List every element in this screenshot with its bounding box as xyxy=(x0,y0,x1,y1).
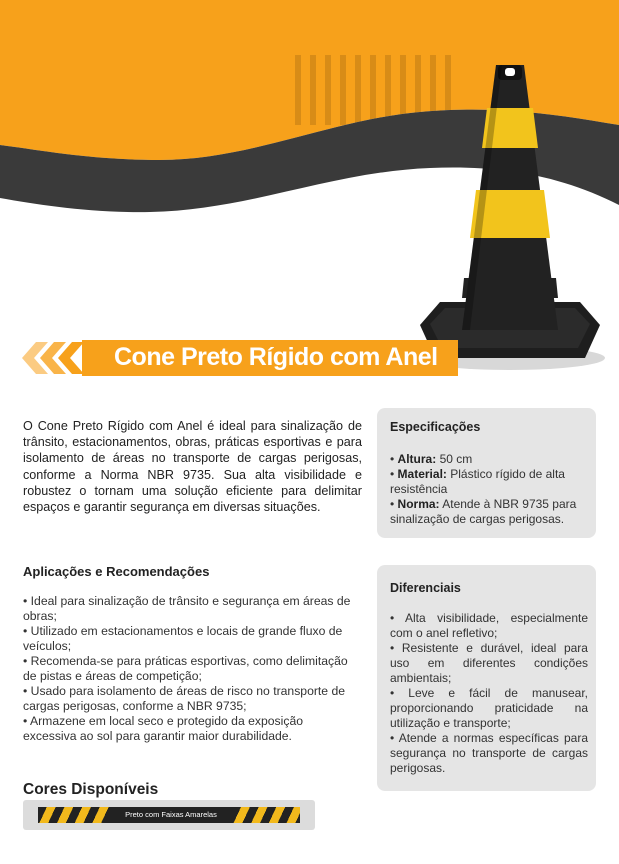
list-item: • Utilizado em estacionamentos e locais de grande fluxo de veículos; xyxy=(23,624,343,653)
spec-label: Norma: xyxy=(397,497,440,511)
list-item: • Resistente e durável, ideal para uso em diferentes condições ambientais; xyxy=(390,641,588,685)
chevron-arrows-icon xyxy=(22,340,88,376)
list-item: • Ideal para sinalização de trânsito e segurança em áreas de obras; xyxy=(23,594,351,623)
list-item: • Armazene em local seco e protegido da exposição excessiva ao sol para garantir maior durabilidade. xyxy=(23,714,304,743)
specifications-title: Especificações xyxy=(390,420,481,434)
specifications-card xyxy=(377,408,596,538)
differentials-title: Diferenciais xyxy=(390,581,461,595)
spec-item: • Altura: 50 cm xyxy=(390,452,473,466)
color-swatch-box xyxy=(23,800,315,830)
spec-item: • Norma: Atende à NBR 9735 para sinalização de cargas perigosas. xyxy=(390,497,577,526)
intro-paragraph: O Cone Preto Rígido com Anel é ideal para sinalização de trânsito, estacionamentos, obras, práticas esportivas e para isolamento de áreas no transporte de cargas perigosas, conforme a Norma NBR 9735. Sua alta visibilidade e robustez o tornam uma solução eficiente para delimitar espaços e garantir segurança em diversas situações. xyxy=(23,419,362,515)
page-title: Cone Preto Rígido com Anel xyxy=(114,343,438,371)
applications-list xyxy=(23,594,356,744)
specifications-list xyxy=(390,452,590,527)
applications-title: Aplicações e Recomendações xyxy=(23,564,210,579)
spec-item: • Material: Plástico rígido de alta resistência xyxy=(390,467,565,496)
spec-value: Atende à NBR 9735 para sinalização de cargas perigosas. xyxy=(390,497,577,526)
traffic-cone-image xyxy=(410,40,610,380)
black-yellow-stripe-swatch xyxy=(38,807,300,823)
list-item: • Usado para isolamento de áreas de risco no transporte de cargas perigosas, conforme a NBR 9735; xyxy=(23,684,346,713)
spec-value: Plástico rígido de alta resistência xyxy=(390,467,565,496)
differentials-list xyxy=(390,611,588,776)
swatch-label: Preto com Faixas Amarelas xyxy=(110,807,232,823)
title-banner xyxy=(22,340,442,376)
list-item: • Alta visibilidade, especialmente com o anel refletivo; xyxy=(390,611,588,640)
list-item: • Recomenda-se para práticas esportivas, como delimitação de pistas e áreas de competição; xyxy=(23,654,348,683)
spec-label: Material: xyxy=(397,467,447,481)
spec-label: Altura: xyxy=(397,452,437,466)
differentials-card xyxy=(377,565,596,791)
colors-available-title: Cores Disponíveis xyxy=(23,781,159,798)
list-item: • Leve e fácil de manusear, proporcionando praticidade na utilização e transporte; xyxy=(390,686,588,730)
spec-value: 50 cm xyxy=(439,452,473,466)
list-item: • Atende a normas específicas para segurança no transporte de cargas perigosas. xyxy=(390,731,589,775)
